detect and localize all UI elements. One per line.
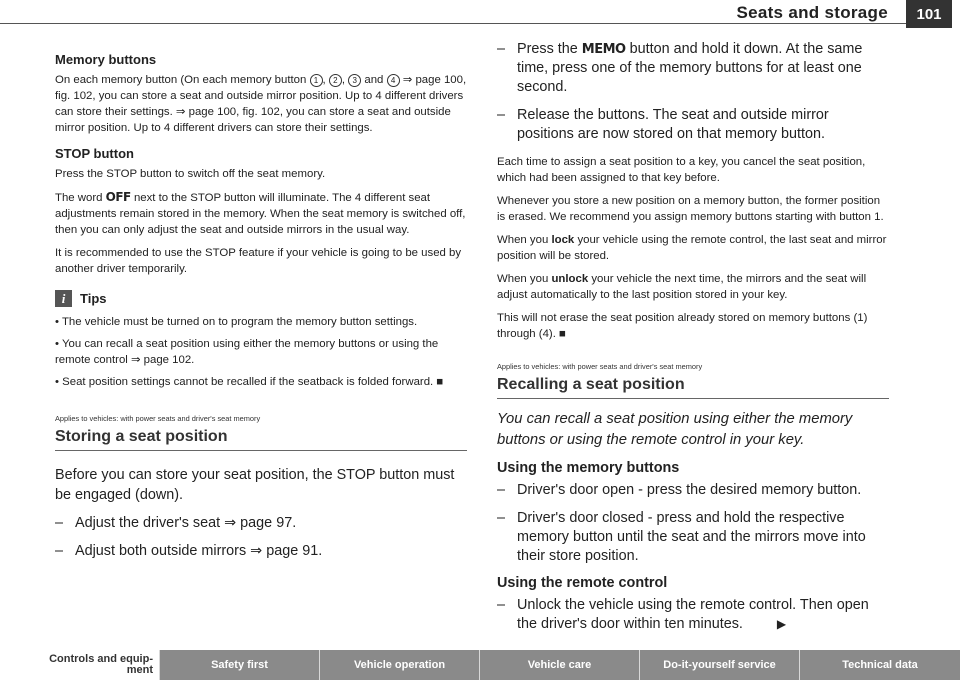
recall-intro: You can recall a seat position using either the memory buttons or using the remote control in your key. <box>497 411 853 448</box>
nav-safety-first[interactable]: Safety first <box>160 650 320 680</box>
continue-arrow-icon: ▶ <box>776 617 787 631</box>
storing-step: – Adjust the driver's seat ⇒ page 97. <box>55 515 297 531</box>
memory-buttons-paragraph: On each memory button (On each memory button 1 , 2 , 3 and 4 ⇒ page 100, fig. 102, you can store a seat and outside mirror position. Up to 4 different drivers can store their settings. ⇒ page 100, fig. 102, you can store a seat and outside mirror position. Up to 4 different drivers can store their settings. <box>55 74 467 134</box>
nav-controls-and-equipment[interactable]: Controls and equip- ment <box>0 650 160 680</box>
recalling-section-title: Recalling a seat position <box>497 376 889 399</box>
header-rule <box>0 23 925 24</box>
left-column <box>55 52 467 570</box>
button-2-icon: 2 <box>329 74 342 87</box>
right-column <box>497 40 889 643</box>
applies-note: Applies to vehicles: with power seats and driver's seat memory <box>497 362 703 371</box>
store-step: – Release the buttons. The seat and outside mirror positions are now stored on that memory button. <box>497 107 829 142</box>
stop-paragraph-2: The word OFF next to the STOP button will illuminate. The 4 different seat adjustments remain stored in the memory. When the seat memory is switched off, then you can only adjust the seat and outside mirrors in the usual way. <box>55 190 466 236</box>
stop-paragraph-3: It is recommended to use the STOP feature if your vehicle is going to be used by another driver temporarily. <box>55 247 462 275</box>
nav-vehicle-care[interactable]: Vehicle care <box>480 650 640 680</box>
memory-buttons-heading: Memory buttons <box>55 52 157 67</box>
button-4-icon: 4 <box>387 74 400 87</box>
tip-item: • Seat position settings cannot be recalled if the seatback is folded forward. ■ <box>55 376 444 388</box>
using-remote-heading: Using the remote control <box>497 575 668 591</box>
button-3-icon: 3 <box>348 74 361 87</box>
storing-step: – Adjust both outside mirrors ⇒ page 91. <box>55 543 323 559</box>
recall-step: – Driver's door open - press the desired memory button. <box>497 482 862 498</box>
memo-button-icon: MEMO <box>581 42 626 57</box>
info-paragraph-4: When you unlock your vehicle the next time, the mirrors and the seat will adjust automatically to the last position stored in your key. <box>497 273 867 301</box>
chapter-nav <box>0 650 960 680</box>
tip-item: • You can recall a seat position using either the memory buttons or using the remote control ⇒ page 102. <box>55 338 439 366</box>
store-step: – Press the MEMO button and hold it down. At the same time, press one of the memory buttons for at least one second. <box>497 41 863 95</box>
nav-do-it-yourself-service[interactable]: Do-it-yourself service <box>640 650 800 680</box>
page-number: 101 <box>906 0 952 28</box>
nav-vehicle-operation[interactable]: Vehicle operation <box>320 650 480 680</box>
recall-step: – Driver's door closed - press and hold the respective memory button until the seat and the mirrors move into their store position. <box>497 510 866 564</box>
tip-item: • The vehicle must be turned on to program the memory button settings. <box>55 316 418 328</box>
storing-section-title: Storing a seat position <box>55 428 467 451</box>
tips-label: Tips <box>80 291 107 306</box>
info-icon: i <box>55 290 72 307</box>
stop-button-heading: STOP button <box>55 146 134 161</box>
info-paragraph-5: This will not erase the seat position already stored on memory buttons (1) through (4). ■ <box>497 312 868 340</box>
applies-note: Applies to vehicles: with power seats and driver's seat memory <box>55 414 261 423</box>
page-title: Seats and storage <box>736 3 888 22</box>
off-indicator-icon: OFF <box>105 190 131 204</box>
info-paragraph-2: Whenever you store a new position on a memory button, the former position is erased. We recommend you assign memory buttons starting with button 1. <box>497 195 884 223</box>
button-1-icon: 1 <box>310 74 323 87</box>
info-paragraph-3: When you lock your vehicle using the remote control, the last seat and mirror position will be stored. <box>497 234 887 262</box>
storing-paragraph: Before you can store your seat position, the STOP button must be engaged (down). <box>55 467 455 503</box>
info-paragraph-1: Each time to assign a seat position to a key, you cancel the seat position, which had been assigned to that key before. <box>497 156 866 184</box>
nav-technical-data[interactable]: Technical data <box>842 659 918 671</box>
tips-header <box>55 290 467 307</box>
remote-step: – Unlock the vehicle using the remote control. Then open the driver's door within ten minutes. ▶ <box>497 597 869 632</box>
using-memory-heading: Using the memory buttons <box>497 460 680 476</box>
stop-paragraph-1: Press the STOP button to switch off the seat memory. <box>55 168 326 180</box>
